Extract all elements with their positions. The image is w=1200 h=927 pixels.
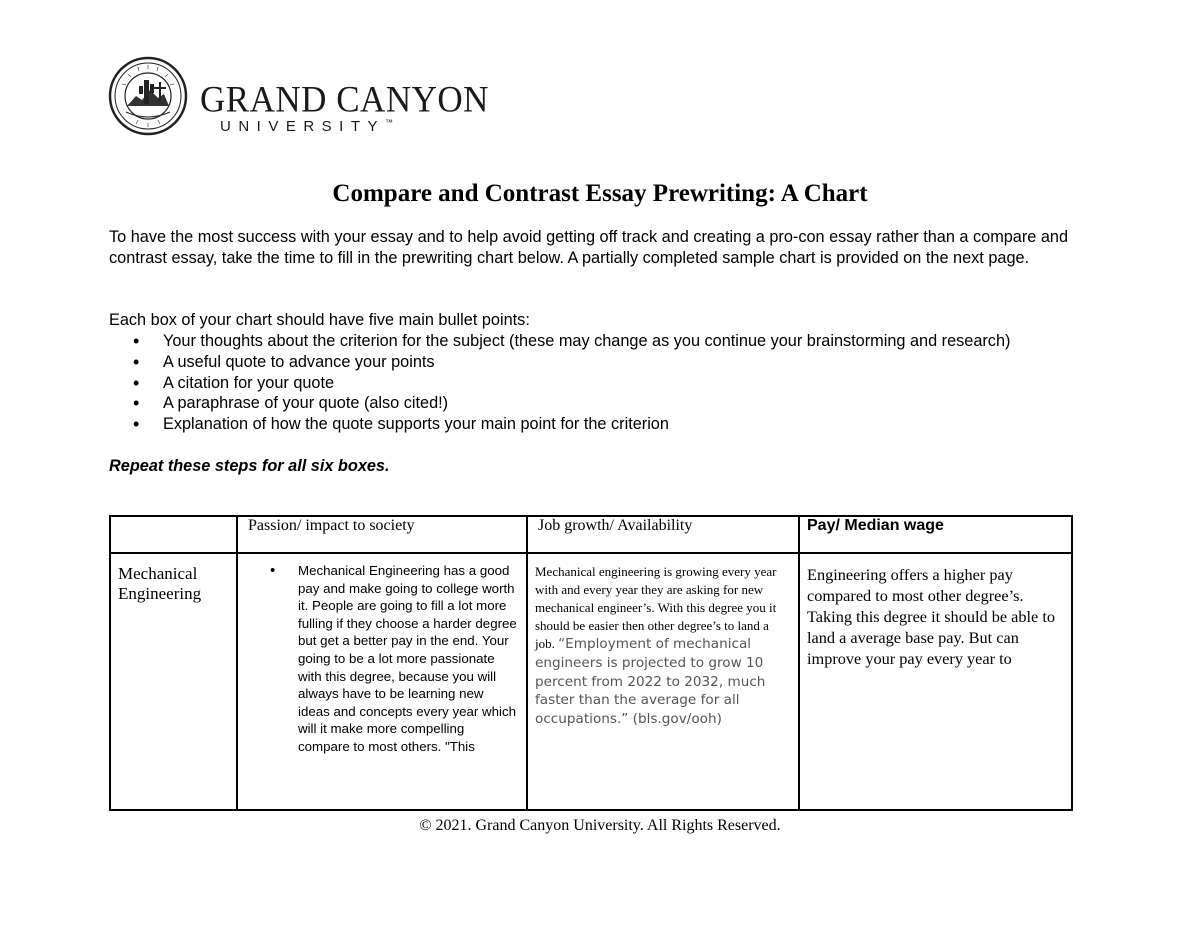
- cell-job-growth: [527, 553, 799, 810]
- gcu-logo: [108, 56, 488, 140]
- chart-row-mechanical-engineering: [110, 553, 1072, 810]
- page-title: Compare and Contrast Essay Prewriting: A Chart: [332, 180, 868, 207]
- job-growth-quote: “Employment of mechanical engineers is projected to grow 10 percent from 2022 to 2032, much faster than the average for all occupations.” (bls.gov/ooh): [535, 636, 766, 728]
- passion-bullet: • Mechanical Engineering has a good pay and make going to college worth it. People are going to fill a lot more fulling if they choose a harder degree but get a better pay in the end. Your going to be a lot more passionate with this degree, because you will always have to be learning new ideas and concepts every year which will it make more compelling compare to most others. "This: [238, 562, 526, 756]
- cell-pay: Engineering offers a higher pay compared to most other degree’s. Taking this degree it should be able to land a average base pay. But can improve your pay every year to: [799, 553, 1072, 810]
- intro-paragraph: To have the most success with your essay and to help avoid getting off track and creating a pro-con essay rather than a compare and contrast essay, take the time to fill in the prewriting chart below. A partially completed sample chart is provided on the next page.: [109, 228, 1069, 267]
- repeat-note: Repeat these steps for all six boxes.: [109, 457, 390, 475]
- logo-trademark: ™: [385, 118, 394, 127]
- bullet-item: • A paraphrase of your quote (also cited!): [109, 393, 1069, 414]
- bullets-lead: Each box of your chart should have five main bullet points:: [109, 311, 530, 329]
- header-pay: Pay/ Median wage: [799, 516, 1072, 553]
- bullet-item: • Explanation of how the quote supports your main point for the criterion: [109, 414, 1069, 435]
- logo-wordmark: GRAND CANYON: [200, 79, 489, 120]
- bullet-item: • Your thoughts about the criterion for the subject (these may change as you continue your brainstorming and research): [109, 331, 1069, 352]
- row-label: Mechanical Engineering: [110, 553, 237, 810]
- gcu-seal-icon: [108, 56, 188, 136]
- copyright-footer: © 2021. Grand Canyon University. All Rights Reserved.: [419, 817, 781, 834]
- header-empty-cell: [110, 516, 237, 553]
- prewriting-chart: [109, 515, 1073, 811]
- header-passion: Passion/ impact to society: [237, 516, 527, 553]
- cell-passion: [237, 553, 527, 810]
- header-job-growth: Job growth/ Availability: [527, 516, 799, 553]
- chart-header-row: [110, 516, 1072, 553]
- bullet-list: [109, 331, 1069, 435]
- logo-university-line: [220, 118, 393, 135]
- bullet-item: • A useful quote to advance your points: [109, 352, 1069, 373]
- job-growth-text: Mechanical engineering is growing every year with and every year they are asking for new mechanical engineer’s. With this degree you it should be easier then other degree’s to land a job.: [535, 564, 777, 651]
- logo-university-text: UNIVERSITY: [220, 118, 386, 135]
- bullet-item: • A citation for your quote: [109, 373, 1069, 394]
